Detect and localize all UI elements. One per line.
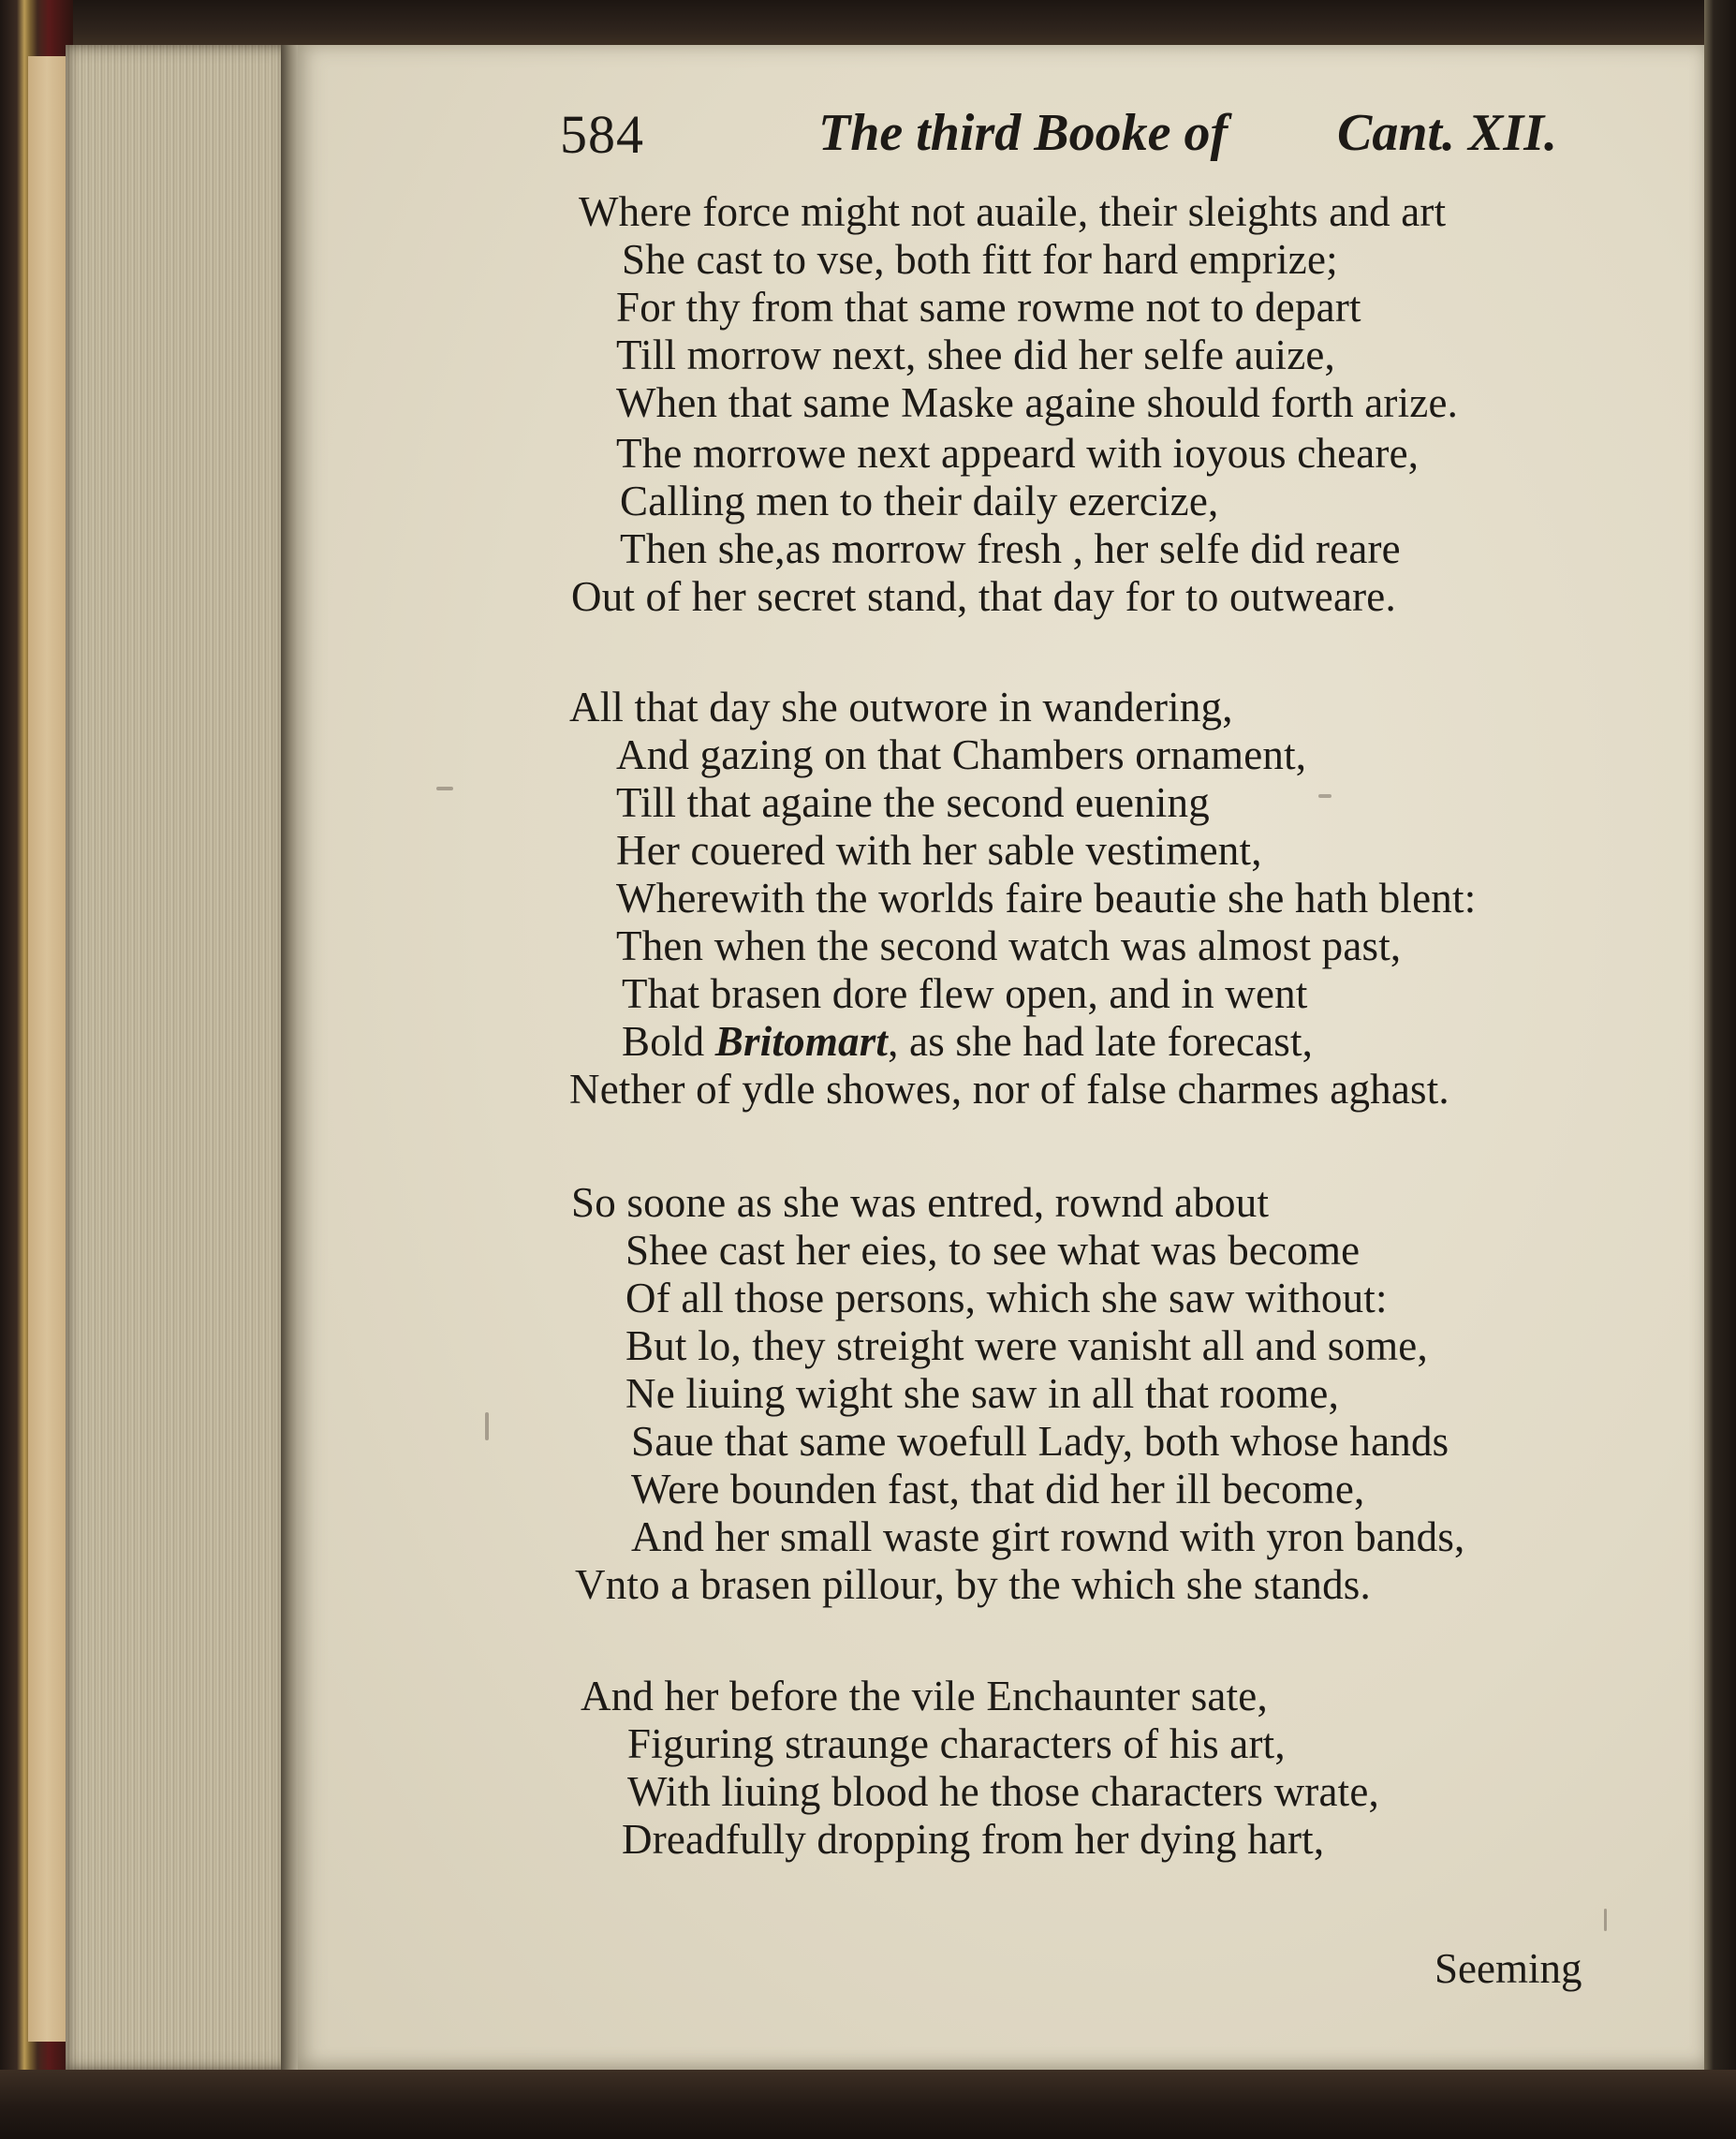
running-title: The third Booke of xyxy=(818,104,1228,162)
verse-line: Wherewith the worlds faire beautie she hath blent: xyxy=(616,875,1477,922)
verse-line: When that same Maske againe should forth arize. xyxy=(616,379,1459,426)
catchword: Seeming xyxy=(1434,1945,1582,1992)
verse-line: Were bounden fast, that did her ill become, xyxy=(631,1466,1365,1512)
paper-speck xyxy=(1318,794,1331,798)
verse-line: Till morrow next, shee did her selfe auize, xyxy=(616,332,1335,378)
verse-line: Shee cast her eies, to see what was become xyxy=(625,1227,1361,1274)
verse-prefix: Bold xyxy=(622,1018,715,1065)
verse-line: Then she,as morrow fresh , her selfe did reare xyxy=(620,525,1401,572)
paper-speck xyxy=(436,787,453,790)
verse-line: With liuing blood he those characters wrate, xyxy=(627,1768,1379,1815)
verse-line: Then when the second watch was almost past, xyxy=(616,922,1402,969)
verse-line: The morrowe next appeard with ioyous cheare, xyxy=(616,430,1420,477)
book-cover-right-edge xyxy=(1704,0,1736,2139)
verse-line: All that day she outwore in wandering, xyxy=(569,684,1233,730)
verse-line: Figuring straunge characters of his art, xyxy=(627,1720,1286,1767)
verse-line: Where force might not auaile, their sleights and art xyxy=(579,188,1447,235)
verse-line: Dreadfully dropping from her dying hart, xyxy=(622,1816,1325,1863)
canto-label: Cant. XII. xyxy=(1337,104,1557,162)
verse-line: Out of her secret stand, that day for to outweare. xyxy=(571,573,1396,620)
verse-line-britomart xyxy=(622,1017,1313,1066)
verse-line: Vnto a brasen pillour, by the which she stands. xyxy=(575,1561,1371,1608)
verse-line: That brasen dore flew open, and in went xyxy=(622,970,1308,1017)
book-page xyxy=(298,45,1704,2070)
verse-line: Her couered with her sable vestiment, xyxy=(616,827,1262,874)
paper-speck xyxy=(485,1412,489,1440)
page-text xyxy=(298,45,1704,2070)
verse-line: For thy from that same rowme not to depart xyxy=(616,284,1361,331)
verse-line: Calling men to their daily ezercize, xyxy=(620,478,1219,524)
verse-line: Of all those persons, which she saw without: xyxy=(625,1275,1388,1321)
verse-line: But lo, they streight were vanisht all and some, xyxy=(625,1322,1428,1369)
verse-line: Nether of ydle showes, nor of false charmes aghast. xyxy=(569,1066,1449,1113)
name-britomart: Britomart xyxy=(714,1018,889,1065)
verse-line: So soone as she was entred, rownd about xyxy=(571,1179,1270,1226)
verse-line: She cast to vse, both fitt for hard emprize; xyxy=(622,236,1338,283)
verse-line: Ne liuing wight she saw in all that roome, xyxy=(625,1370,1340,1417)
book-cover-bottom xyxy=(0,2070,1736,2139)
verse-line: And her before the vile Enchaunter sate, xyxy=(581,1673,1268,1719)
verse-suffix: , as she had late forecast, xyxy=(888,1018,1314,1065)
verse-line: Saue that same woefull Lady, both whose hands xyxy=(631,1418,1449,1465)
paper-speck xyxy=(1604,1909,1607,1931)
running-head xyxy=(298,103,1704,178)
page-stack-fore-edge xyxy=(66,45,298,2070)
book-cover-top xyxy=(0,0,1736,45)
verse-line: And her small waste girt rownd with yron bands, xyxy=(631,1513,1465,1560)
page-number: 584 xyxy=(560,104,644,165)
verse-line: And gazing on that Chambers ornament, xyxy=(616,731,1307,778)
verse-line: Till that againe the second euening xyxy=(616,779,1210,826)
